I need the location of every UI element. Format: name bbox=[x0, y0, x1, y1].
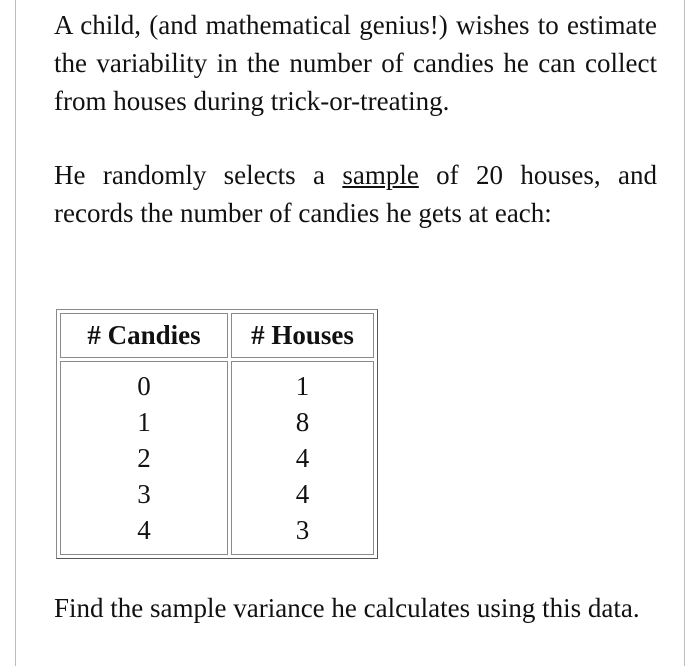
frequency-table-container bbox=[56, 309, 378, 559]
houses-value: 4 bbox=[295, 443, 310, 473]
houses-value: 1 bbox=[295, 371, 310, 401]
candies-value: 4 bbox=[137, 515, 151, 545]
sampling-text-start: He randomly selects a bbox=[54, 160, 343, 190]
sampling-paragraph bbox=[54, 156, 657, 232]
candies-column-values bbox=[60, 361, 228, 555]
table-body-row bbox=[60, 361, 374, 555]
candies-value: 2 bbox=[137, 443, 151, 473]
candies-value: 1 bbox=[137, 407, 151, 437]
sample-underlined-word: sample bbox=[342, 160, 419, 190]
sampling-text-end: of 20 houses, and records the number of candies he gets at each: bbox=[54, 160, 657, 228]
question-body bbox=[54, 6, 657, 232]
right-frame-border bbox=[684, 0, 685, 666]
left-frame-border bbox=[15, 0, 16, 666]
houses-column-header: # Houses bbox=[231, 313, 374, 358]
houses-column-values bbox=[231, 361, 374, 555]
table-header-row bbox=[60, 313, 374, 358]
houses-value: 8 bbox=[295, 407, 310, 437]
question-prompt: Find the sample variance he calculates using this data. bbox=[54, 593, 640, 623]
candies-column-header: # Candies bbox=[60, 313, 228, 358]
intro-paragraph: A child, (and mathematical genius!) wishes to estimate the variability in the number of candies he can collect from houses during trick-or-treating. bbox=[54, 10, 657, 116]
candies-value: 0 bbox=[137, 371, 151, 401]
candies-value: 3 bbox=[137, 479, 151, 509]
houses-value: 4 bbox=[295, 479, 310, 509]
frequency-table bbox=[56, 309, 378, 559]
houses-value: 3 bbox=[295, 515, 310, 545]
